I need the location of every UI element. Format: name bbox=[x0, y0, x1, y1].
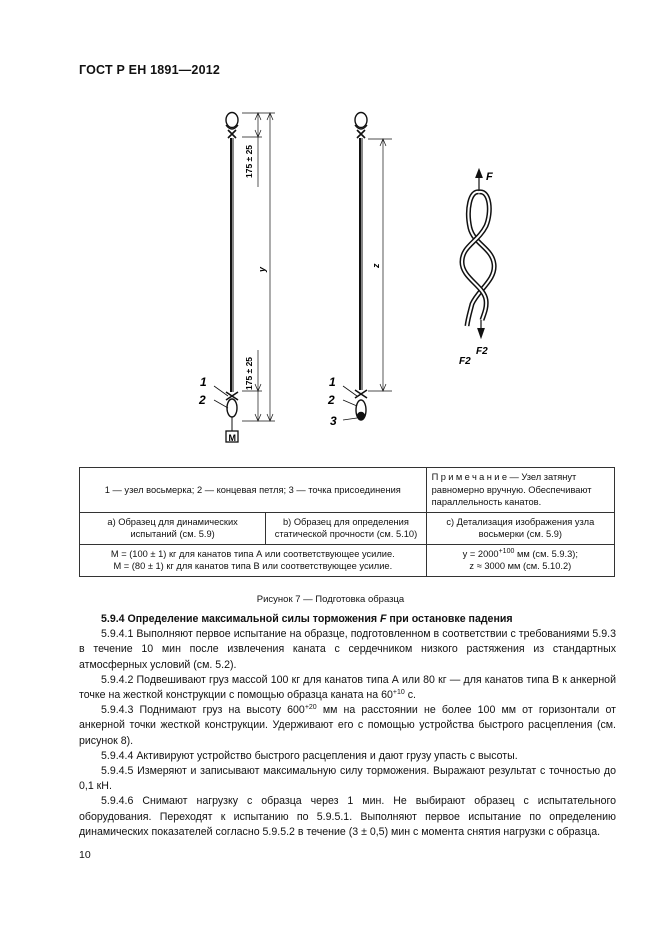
y-suffix: мм (см. 5.9.3); bbox=[514, 548, 578, 559]
dimension-top-label: 175 ± 25 bbox=[244, 144, 254, 178]
sample-b bbox=[343, 113, 392, 421]
legend-col-a bbox=[80, 512, 266, 544]
paragraph-5-9-4-2 bbox=[79, 673, 616, 703]
callout-1-a: 1 bbox=[200, 375, 207, 389]
legend-items-text: 1 — узел восьмерка; 2 — концевая петля; 3 — точка присоединения bbox=[104, 484, 401, 495]
p2-text-b: с. bbox=[404, 689, 416, 702]
page-number: 10 bbox=[79, 849, 91, 861]
col-b-text: b) Образец для определения статической прочности (см. 5.10) bbox=[274, 516, 418, 539]
legend-lengths bbox=[426, 544, 614, 576]
y-prefix: y = 2000 bbox=[462, 548, 499, 559]
figure-caption: Рисунок 7 — Подготовка образца bbox=[256, 594, 405, 605]
heading-part-a: 5.9.4 Определение максимальной силы торможения bbox=[101, 613, 380, 625]
p3-sup: +20 bbox=[304, 704, 317, 712]
figure-legend-table bbox=[79, 467, 615, 577]
legend-note bbox=[426, 468, 614, 513]
p2-text-a: 5.9.4.2 Подвешивают груз массой 100 кг для канатов типа А или 80 кг — для канатов типа В к анкерной точке на жесткой конструкции с помощью образца каната на 60 bbox=[79, 673, 616, 702]
figure-7 bbox=[0, 95, 661, 465]
paragraph-5-9-4-1: 5.9.4.1 Выполняют первое испытание на образце, подготовленном в соответствии с требованиями 5.9.3 в течение 10 мин после извлечения каната с сердечником низкого растяжения из стандартных атмосферных условий (см. 5.2). bbox=[79, 628, 616, 671]
mass-label: M bbox=[228, 433, 236, 443]
force-f2-label-a: F2 bbox=[476, 346, 488, 357]
paragraph-5-9-4-4: 5.9.4.4 Активируют устройство быстрого расцепления и дают грузу упасть с высоты. bbox=[101, 749, 518, 762]
callout-3: 3 bbox=[330, 414, 337, 428]
p3-text-b: мм на расстоянии не более 100 мм от горизонтали от анкерной точки жесткой конструкции. Удерживают его с помощью устройства быстрого расцепления (см. рисунок 8). bbox=[79, 704, 616, 747]
col-a-text: а) Образец для динамических испытаний (см. 5.9) bbox=[107, 516, 238, 539]
legend-col-c bbox=[426, 512, 614, 544]
heading-part-b: при остановке падения bbox=[386, 613, 513, 625]
note-text: — Узел затянут равномерно вручную. Обеспечивают параллельность канатов. bbox=[431, 472, 592, 507]
force-f2-label-b: F2 bbox=[459, 356, 471, 367]
dimension-y-label: y bbox=[257, 266, 267, 272]
paragraph-5-9-4-3 bbox=[79, 703, 616, 749]
legend-col-b bbox=[266, 512, 426, 544]
dimension-bottom-label: 175 ± 25 bbox=[244, 356, 254, 390]
dimension-z-label: z bbox=[371, 263, 381, 268]
document-header: ГОСТ Р ЕН 1891—2012 bbox=[79, 63, 221, 77]
y-sup: +100 bbox=[498, 547, 515, 555]
p2-sup: +10 bbox=[392, 689, 405, 697]
paragraph-5-9-4-5: 5.9.4.5 Измеряют и записывают максимальную силу торможения. Выражают результат с точностью до 0,1 кН. bbox=[79, 765, 616, 793]
mass-line-1: M = (100 ± 1) кг для канатов типа А или соответствующее усилие. bbox=[110, 548, 395, 559]
paragraph-5-9-4-6: 5.9.4.6 Снимают нагрузку с образца через 1 мин. Не выбирают образец с испытательного оборудования. Переходят к испытанию по 5.9.5.1. Выполняют первое испытание по определению динамических показателей согласно 5.9.5.2 в течение (3 ± 0,5) мин с момента снятия нагрузки с образца. bbox=[79, 795, 616, 838]
section-body bbox=[79, 612, 616, 840]
z-line: z ≈ 3000 мм (см. 5.10.2) bbox=[469, 561, 572, 571]
col-c-text: с) Детализация изображения узла восьмерки (см. 5.9) bbox=[446, 516, 595, 539]
force-f-label: F bbox=[486, 171, 493, 183]
mass-line-2: M = (80 ± 1) кг для канатов типа В или соответствующее усилие. bbox=[113, 561, 393, 571]
heading-f: F bbox=[379, 613, 387, 625]
legend-items bbox=[80, 468, 427, 513]
p3-text-a: 5.9.4.3 Поднимают груз на высоту 600 bbox=[101, 704, 305, 717]
section-heading bbox=[79, 612, 616, 627]
legend-mass bbox=[80, 544, 427, 576]
callout-1-b: 1 bbox=[329, 375, 336, 389]
callout-2-b: 2 bbox=[328, 393, 335, 407]
knot-detail bbox=[462, 169, 494, 338]
callout-2-a: 2 bbox=[199, 393, 206, 407]
note-title: Примечание bbox=[431, 472, 510, 482]
y-line bbox=[432, 548, 609, 561]
